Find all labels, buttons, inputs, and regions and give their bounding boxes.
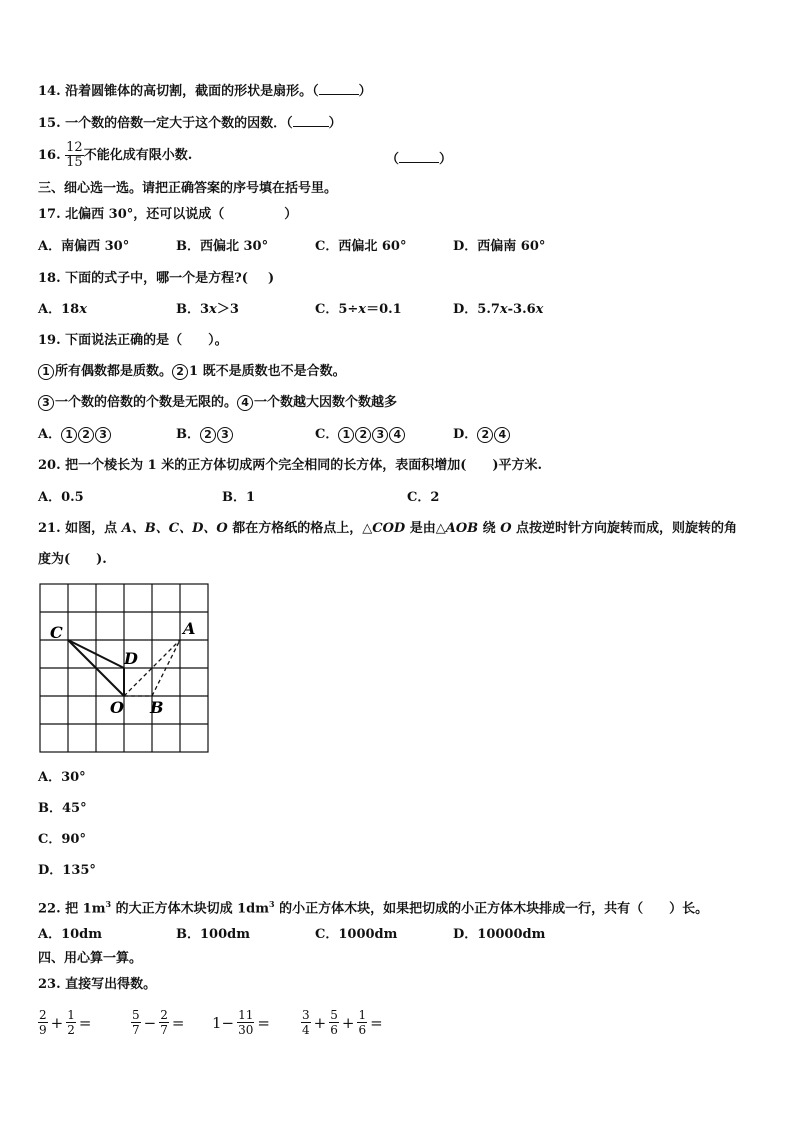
q19-option-a[interactable]: A． 1 2 3 (38, 426, 112, 444)
q17-option-d[interactable]: D．西偏南 60° (453, 239, 546, 254)
q20-option-c[interactable]: C．2 (407, 490, 440, 505)
q18-option-b[interactable]: B．3x＞3 (176, 302, 239, 317)
q18-option-d[interactable]: D．5.7x-3.6x (453, 302, 544, 317)
q17-close: ） (284, 207, 298, 222)
q16-text: 不能化成有限小数. (83, 148, 193, 163)
q19-statements-line-2: 3 一个数的倍数的个数是无限的。 4 一个数越大因数个数越多 (38, 394, 397, 412)
q18-close: ) (267, 271, 275, 286)
question-20 (38, 457, 542, 475)
question-23 (38, 976, 156, 994)
q19-statements-line-1: 1 所有偶数都是质数。 2 1 既不是质数也不是合数。 (38, 363, 346, 381)
calc-expression-4: $\frac{3}{4}$ + $\frac{5}{6}$ + $\frac{1}{6}$ = (302, 1008, 383, 1037)
section-4-heading: 四、用心算一算。 (38, 951, 143, 966)
question-17 (38, 206, 297, 224)
question-16 (38, 140, 192, 172)
q14-number: 14. (38, 84, 61, 99)
q14-text: 沿着圆锥体的高切割，截面的形状是扇形。（ (65, 84, 319, 99)
question-19 (38, 332, 228, 350)
q18-option-c[interactable]: C．5÷x＝0.1 (315, 302, 402, 317)
label-b: B (150, 698, 164, 717)
q17-option-a[interactable]: A．南偏西 30° (38, 239, 130, 254)
q20-option-b[interactable]: B．1 (222, 490, 256, 505)
q17-option-c[interactable]: C．西偏北 60° (315, 239, 407, 254)
q16-fraction: $\frac{12}{15}$ (66, 140, 83, 170)
q21-option-b[interactable]: B．45° (38, 801, 87, 816)
q17-number: 17. (38, 207, 61, 222)
q20-number: 20. (38, 458, 61, 473)
q19-option-d[interactable]: D． 2 4 (453, 426, 511, 444)
question-21: 21. 如图，点 A、B、C、D、O 都在方格纸的格点上，△COD 是由△AOB 绕 O 点按逆时针方向旋转而成，则旋转的角 (38, 521, 738, 536)
section-3-heading: 三、细心选一选。请把正确答案的序号填在括号里。 (38, 181, 338, 196)
q22-option-c[interactable]: C．1000dm (315, 927, 398, 942)
q20-option-a[interactable]: A．0.5 (38, 490, 84, 505)
q22-option-a[interactable]: A．10dm (38, 927, 103, 942)
q18-option-a[interactable]: A．18x (38, 302, 87, 317)
calc-expression-3: 1− $\frac{11}{30}$ = (212, 1008, 270, 1037)
q14-close: ） (358, 84, 372, 99)
q23-text: 直接写出得数。 (65, 977, 157, 992)
q15-text: 一个数的倍数一定大于这个数的因数．（ (65, 116, 293, 131)
q18-text: 下面的式子中，哪一个是方程?( (65, 271, 248, 286)
answer-blank-16[interactable] (399, 150, 439, 163)
q22-option-d[interactable]: D．10000dm (453, 927, 546, 942)
q19-option-c[interactable]: C． 1 2 3 4 (315, 426, 406, 444)
q17-text: 北偏西 30°，还可以说成（ (65, 207, 225, 222)
q15-close: ） (328, 116, 342, 131)
label-c: C (50, 623, 63, 642)
question-18 (38, 270, 274, 288)
question-14 (38, 82, 372, 101)
question-15 (38, 114, 342, 133)
circle-4-marker: 4 (237, 395, 253, 411)
q23-number: 23. (38, 977, 61, 992)
q22-number: 22. (38, 901, 61, 917)
q18-number: 18. (38, 271, 61, 286)
circle-1-marker: 1 (38, 364, 54, 380)
circle-2-marker: 2 (172, 364, 188, 380)
q19-number: 19. (38, 333, 61, 348)
answer-blank-15[interactable] (293, 114, 329, 127)
q19-option-b[interactable]: B． 2 3 (176, 426, 234, 444)
q21-option-a[interactable]: A．30° (38, 770, 86, 785)
calc-expression-1: $\frac{2}{9}$ + $\frac{1}{2}$ = (39, 1008, 92, 1037)
label-d: D (124, 649, 138, 668)
calc-expression-2: $\frac{5}{7}$ − $\frac{2}{7}$ = (132, 1008, 185, 1037)
label-o: O (110, 698, 124, 717)
q16-number: 16. (38, 148, 61, 163)
q20-text: 把一个棱长为 1 米的正方体切成两个完全相同的长方体，表面积增加( )平方米. (65, 458, 543, 473)
answer-blank-14[interactable] (319, 82, 359, 95)
q21-number: 21. (38, 521, 61, 536)
q21-option-d[interactable]: D．135° (38, 863, 96, 878)
q15-number: 15. (38, 116, 61, 131)
q19-text: 下面说法正确的是（ ）。 (65, 333, 228, 348)
q21-text-line-2: 度为( ). (38, 552, 107, 567)
question-22: 22. 把 $1m^3$ 的大正方体木块切成 $1dm^3$ 的小正方体木块，如果把切成的小正方体木块排成一行，共有（ ）长。 (38, 899, 709, 917)
q16-bracket: （ ） (386, 152, 453, 167)
q22-option-b[interactable]: B．100dm (176, 927, 250, 942)
rotation-grid-figure (38, 582, 212, 754)
circle-3-marker: 3 (38, 395, 54, 411)
label-a: A (183, 619, 196, 638)
q17-option-b[interactable]: B．西偏北 30° (176, 239, 269, 254)
q21-option-c[interactable]: C．90° (38, 832, 86, 847)
